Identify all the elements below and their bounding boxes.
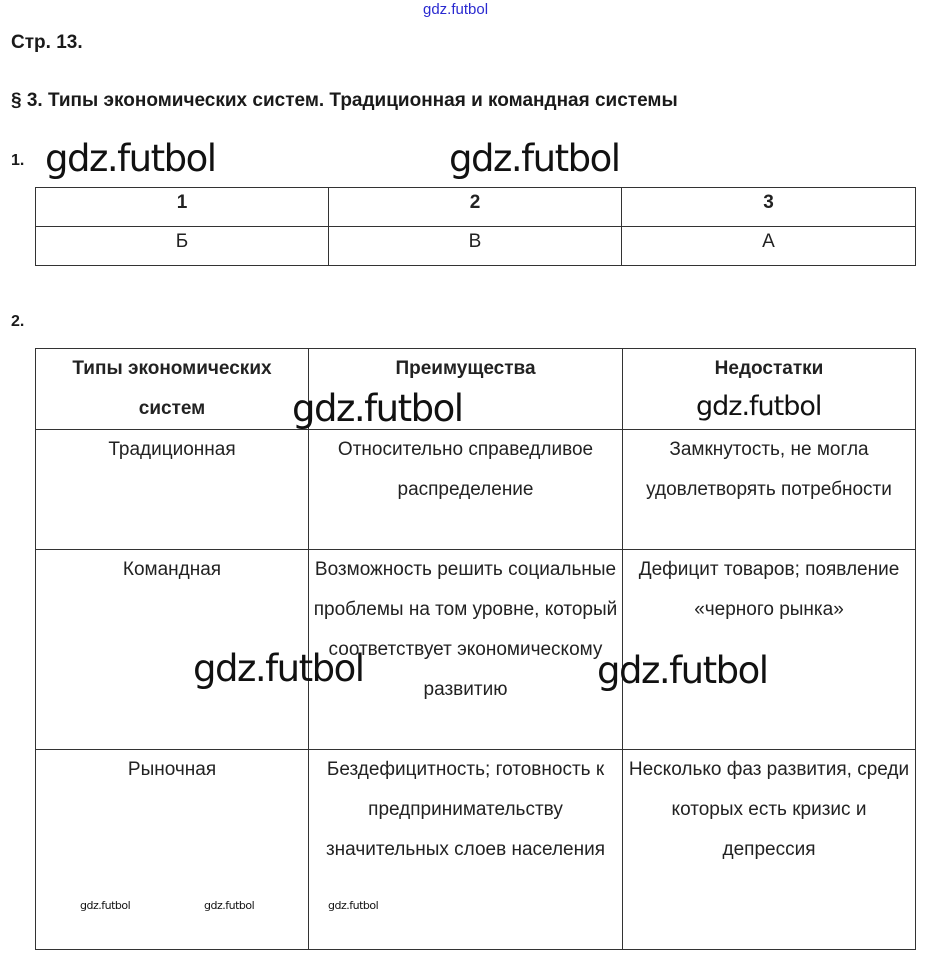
watermark: gdz.futbol: [328, 899, 379, 912]
watermark-top: gdz.futbol: [423, 1, 489, 18]
section-title: § 3. Типы экономических систем. Традиционная и командная системы: [11, 90, 678, 111]
disadvantages-cell: Замкнутость, не могла удовлетворять потребности: [623, 430, 916, 550]
table-row: [36, 550, 916, 750]
task-1-number: 1.: [11, 152, 25, 169]
table-header-row: [36, 188, 916, 227]
advantages-cell: Возможность решить социальные проблемы на том уровне, который соответствует экономическому развитию: [309, 550, 623, 750]
table-header-cell: 1: [36, 188, 329, 227]
system-type-cell: Рыночная: [36, 750, 309, 950]
watermark: gdz.futbol: [204, 899, 255, 912]
table-row: [36, 430, 916, 550]
watermark: gdz.futbol: [696, 391, 822, 422]
table-row: [36, 227, 916, 266]
page-label: Стр. 13.: [11, 32, 83, 53]
watermark: gdz.futbol: [292, 387, 463, 430]
system-type-cell: Командная: [36, 550, 309, 750]
disadvantages-cell: Дефицит товаров; появление «черного рынка»: [623, 550, 916, 750]
answer-cell: Б: [36, 227, 329, 266]
table-row: [36, 750, 916, 950]
advantages-cell: Относительно справедливое распределение: [309, 430, 623, 550]
table-header-cell: Недостатки: [623, 349, 916, 430]
watermark: gdz.futbol: [193, 647, 364, 690]
watermark: gdz.futbol: [45, 137, 216, 180]
system-type-cell: Традиционная: [36, 430, 309, 550]
advantages-cell: Бездефицитность; готовность к предпринимательству значительных слоев населения: [309, 750, 623, 950]
task-1-table: [35, 187, 916, 266]
answer-cell: В: [329, 227, 622, 266]
table-header-cell: Преимущества: [309, 349, 623, 430]
answer-cell: А: [622, 227, 916, 266]
table-header-cell: 3: [622, 188, 916, 227]
watermark: gdz.futbol: [449, 137, 620, 180]
table-header-cell: Типы экономических систем: [36, 349, 309, 430]
table-header-cell: 2: [329, 188, 622, 227]
watermark: gdz.futbol: [597, 649, 768, 692]
task-2-number: 2.: [11, 313, 25, 330]
watermark: gdz.futbol: [80, 899, 131, 912]
task-2-table: [35, 348, 916, 950]
disadvantages-cell: Несколько фаз развития, среди которых есть кризис и депрессия: [623, 750, 916, 950]
